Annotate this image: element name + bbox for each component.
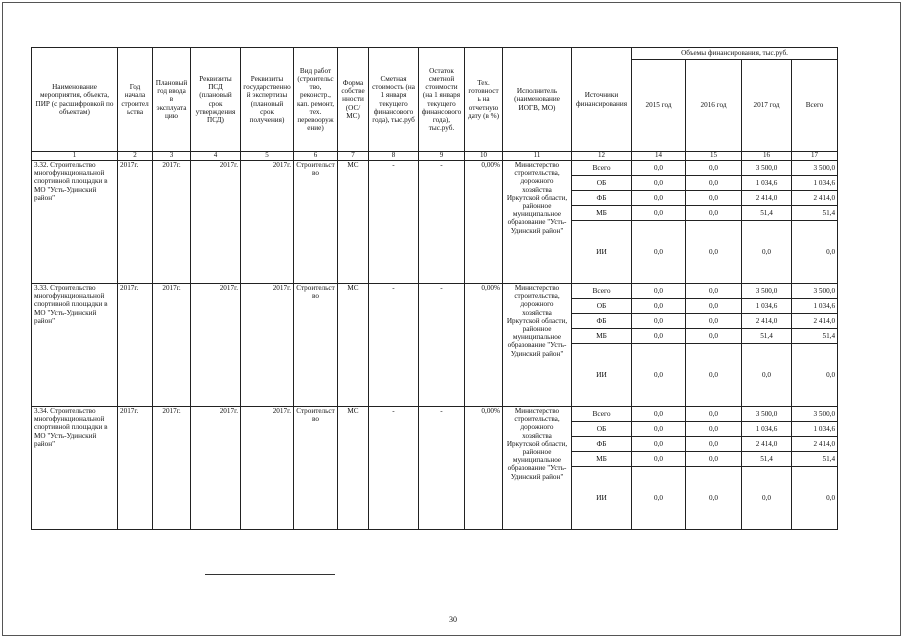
column-numbers-row (32, 152, 838, 161)
header-2016: 2016 год (686, 60, 742, 152)
ownership: МС (338, 406, 369, 529)
column-number: 17 (792, 152, 838, 161)
amount-2016: 0,0 (686, 328, 742, 343)
amount-2017: 2 414,0 (742, 436, 792, 451)
amount-total: 51,4 (792, 205, 838, 220)
amount-total: 0,0 (792, 343, 838, 406)
amount-2015: 0,0 (632, 160, 686, 175)
amount-total: 3 500,0 (792, 160, 838, 175)
object-name: 3.32. Строительство многофункциональной спортивной площадки в МО "Усть-Удинский район" (32, 160, 118, 283)
expertise-date: 2017г. (241, 160, 294, 283)
header-work-type: Вид работ (строительство, реконстр., кап. ремонт, тех. перевооружение) (294, 48, 338, 152)
amount-2016: 0,0 (686, 283, 742, 298)
column-number: 12 (572, 152, 632, 161)
readiness: 0,00% (465, 283, 503, 406)
start-year: 2017г. (118, 283, 153, 406)
funding-source: Всего (572, 160, 632, 175)
column-number: 4 (191, 152, 241, 161)
amount-total: 1 034,6 (792, 175, 838, 190)
readiness: 0,00% (465, 406, 503, 529)
amount-2016: 0,0 (686, 205, 742, 220)
amount-2015: 0,0 (632, 205, 686, 220)
header-psd: Реквизиты ПСД (плановый срок утверждения ПСД) (191, 48, 241, 152)
readiness: 0,00% (465, 160, 503, 283)
amount-2015: 0,0 (632, 220, 686, 283)
start-year: 2017г. (118, 160, 153, 283)
amount-2017: 51,4 (742, 205, 792, 220)
amount-total: 2 414,0 (792, 190, 838, 205)
amount-2017: 3 500,0 (742, 160, 792, 175)
amount-total: 1 034,6 (792, 421, 838, 436)
header-expertise: Реквизиты государственной экспертизы (плановый срок получения) (241, 48, 294, 152)
header-ownership: Форма собственности (ОС/МС) (338, 48, 369, 152)
amount-2017: 1 034,6 (742, 421, 792, 436)
ownership: МС (338, 283, 369, 406)
amount-2017: 51,4 (742, 328, 792, 343)
funding-source: ФБ (572, 436, 632, 451)
executor: Министерство строительства, дорожного хозяйства Иркутской области, районное муниципальное образование "Усть-Удинский район" (503, 160, 572, 283)
amount-2015: 0,0 (632, 436, 686, 451)
header-executor: Исполнитель (наименование ИОГВ, МО) (503, 48, 572, 152)
amount-2016: 0,0 (686, 451, 742, 466)
estimated-cost: - (369, 160, 419, 283)
expertise-date: 2017г. (241, 406, 294, 529)
column-number: 16 (742, 152, 792, 161)
funding-source: МБ (572, 451, 632, 466)
amount-2015: 0,0 (632, 421, 686, 436)
psd-date: 2017г. (191, 283, 241, 406)
funding-source: ИИ (572, 220, 632, 283)
financing-table (31, 47, 838, 530)
amount-2015: 0,0 (632, 451, 686, 466)
executor: Министерство строительства, дорожного хозяйства Иркутской области, районное муниципальное образование "Усть-Удинский район" (503, 406, 572, 529)
funding-source: ОБ (572, 175, 632, 190)
amount-total: 51,4 (792, 451, 838, 466)
plan-year: 2017г. (153, 160, 191, 283)
psd-date: 2017г. (191, 406, 241, 529)
amount-2016: 0,0 (686, 175, 742, 190)
amount-2017: 3 500,0 (742, 283, 792, 298)
funding-source: ИИ (572, 343, 632, 406)
amount-total: 3 500,0 (792, 406, 838, 421)
column-number: 11 (503, 152, 572, 161)
column-number: 6 (294, 152, 338, 161)
page-number: 30 (449, 615, 457, 624)
remaining-cost: - (419, 160, 465, 283)
column-number: 5 (241, 152, 294, 161)
ownership: МС (338, 160, 369, 283)
column-number: 7 (338, 152, 369, 161)
amount-2015: 0,0 (632, 175, 686, 190)
start-year: 2017г. (118, 406, 153, 529)
amount-total: 3 500,0 (792, 283, 838, 298)
amount-total: 1 034,6 (792, 298, 838, 313)
amount-2015: 0,0 (632, 283, 686, 298)
footnote-line (205, 574, 335, 575)
amount-total: 0,0 (792, 220, 838, 283)
amount-2017: 3 500,0 (742, 406, 792, 421)
table-row (32, 406, 838, 421)
work-type: Строительство (294, 160, 338, 283)
amount-2016: 0,0 (686, 421, 742, 436)
amount-2017: 2 414,0 (742, 190, 792, 205)
header-sources: Источники финансирования (572, 48, 632, 152)
header-name: Наименование мероприятия, объекта, ПИР (с расшифровкой по объектам) (32, 48, 118, 152)
object-name: 3.34. Строительство многофункциональной спортивной площадки в МО "Усть-Удинский район" (32, 406, 118, 529)
plan-year: 2017г. (153, 406, 191, 529)
amount-2016: 0,0 (686, 343, 742, 406)
amount-2017: 51,4 (742, 451, 792, 466)
work-type: Строительство (294, 283, 338, 406)
amount-total: 51,4 (792, 328, 838, 343)
amount-2016: 0,0 (686, 406, 742, 421)
funding-source: ФБ (572, 313, 632, 328)
psd-date: 2017г. (191, 160, 241, 283)
estimated-cost: - (369, 406, 419, 529)
header-volumes: Объемы финансирования, тыс.руб. (632, 48, 838, 60)
amount-2016: 0,0 (686, 298, 742, 313)
amount-2015: 0,0 (632, 328, 686, 343)
object-name: 3.33. Строительство многофункциональной спортивной площадки в МО "Усть-Удинский район" (32, 283, 118, 406)
header-estimated-cost: Сметная стоимость (на 1 января текущего финансового года), тыс.руб (369, 48, 419, 152)
column-number: 1 (32, 152, 118, 161)
amount-2016: 0,0 (686, 436, 742, 451)
table-row (32, 160, 838, 175)
column-number: 2 (118, 152, 153, 161)
header-2017: 2017 год (742, 60, 792, 152)
column-number: 8 (369, 152, 419, 161)
amount-2017: 1 034,6 (742, 175, 792, 190)
amount-2017: 0,0 (742, 220, 792, 283)
amount-2015: 0,0 (632, 343, 686, 406)
amount-2017: 1 034,6 (742, 298, 792, 313)
funding-source: МБ (572, 328, 632, 343)
work-type: Строительство (294, 406, 338, 529)
remaining-cost: - (419, 406, 465, 529)
expertise-date: 2017г. (241, 283, 294, 406)
amount-2017: 0,0 (742, 466, 792, 529)
estimated-cost: - (369, 283, 419, 406)
remaining-cost: - (419, 283, 465, 406)
funding-source: МБ (572, 205, 632, 220)
header-readiness: Тех. готовность на отчетную дату (в %) (465, 48, 503, 152)
amount-2016: 0,0 (686, 220, 742, 283)
column-number: 3 (153, 152, 191, 161)
amount-2015: 0,0 (632, 190, 686, 205)
plan-year: 2017г. (153, 283, 191, 406)
amount-2015: 0,0 (632, 466, 686, 529)
funding-source: ИИ (572, 466, 632, 529)
table-row (32, 283, 838, 298)
column-number: 14 (632, 152, 686, 161)
header-row (32, 48, 838, 60)
amount-total: 2 414,0 (792, 313, 838, 328)
column-number: 10 (465, 152, 503, 161)
amount-2015: 0,0 (632, 313, 686, 328)
header-2015: 2015 год (632, 60, 686, 152)
amount-total: 0,0 (792, 466, 838, 529)
amount-2016: 0,0 (686, 313, 742, 328)
funding-source: ФБ (572, 190, 632, 205)
column-number: 15 (686, 152, 742, 161)
funding-source: Всего (572, 406, 632, 421)
executor: Министерство строительства, дорожного хозяйства Иркутской области, районное муниципальное образование "Усть-Удинский район" (503, 283, 572, 406)
amount-2017: 2 414,0 (742, 313, 792, 328)
amount-2015: 0,0 (632, 406, 686, 421)
amount-2016: 0,0 (686, 190, 742, 205)
funding-source: ОБ (572, 421, 632, 436)
header-total: Всего (792, 60, 838, 152)
header-start-year: Год начала строительства (118, 48, 153, 152)
header-remaining-cost: Остаток сметной стоимости (на 1 января текущего финансового года), тыс.руб. (419, 48, 465, 152)
header-plan-year: Плановый год ввода в эксплуатацию (153, 48, 191, 152)
amount-2017: 0,0 (742, 343, 792, 406)
column-number: 9 (419, 152, 465, 161)
amount-2016: 0,0 (686, 160, 742, 175)
amount-2016: 0,0 (686, 466, 742, 529)
funding-source: ОБ (572, 298, 632, 313)
amount-2015: 0,0 (632, 298, 686, 313)
amount-total: 2 414,0 (792, 436, 838, 451)
funding-source: Всего (572, 283, 632, 298)
